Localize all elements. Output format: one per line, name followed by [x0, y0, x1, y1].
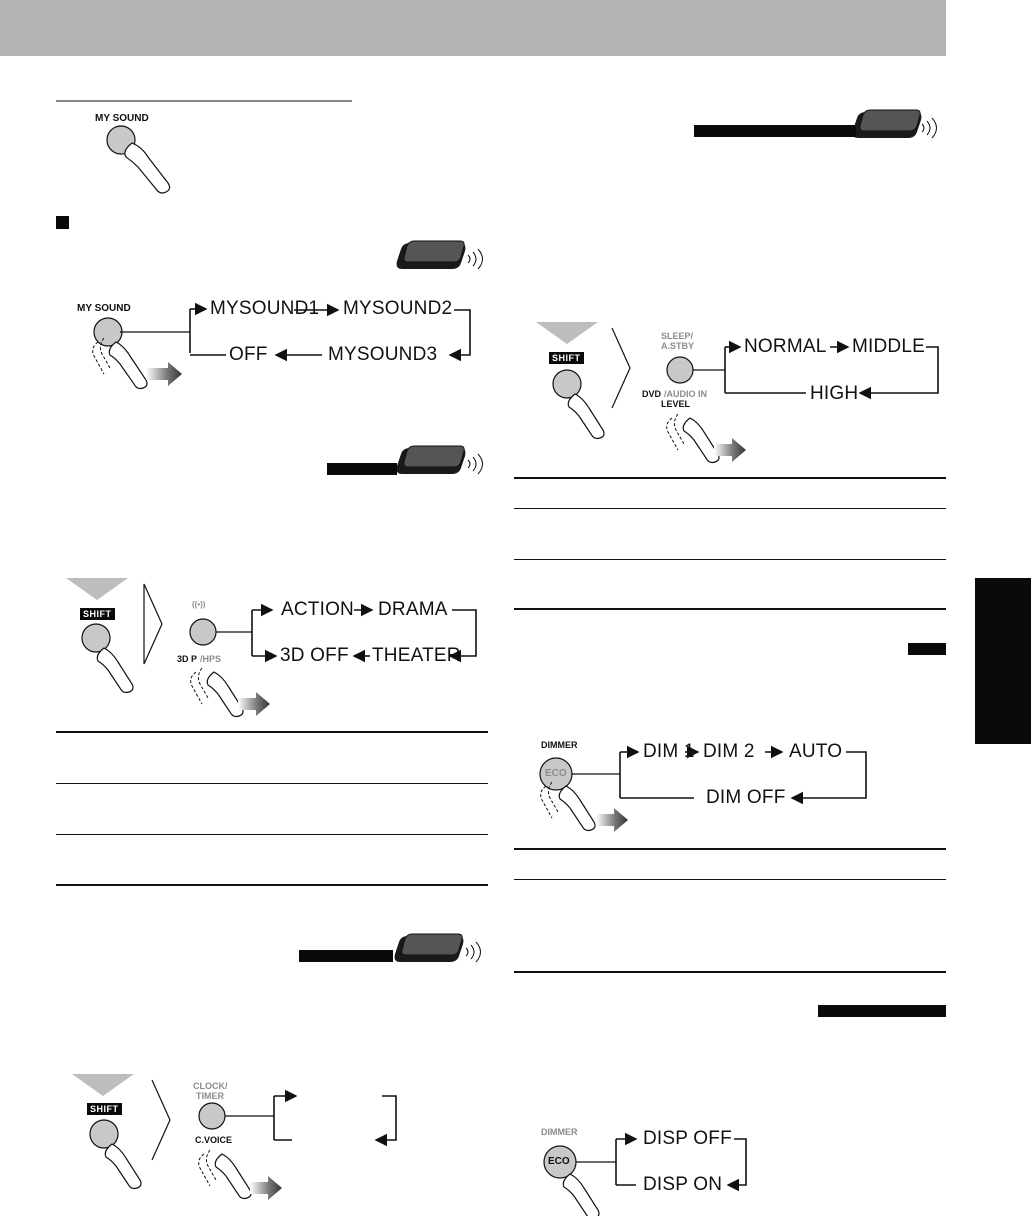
rule: [56, 783, 488, 784]
section-bullet-icon: [56, 216, 69, 229]
timer-label: TIMER: [196, 1091, 224, 1101]
my-sound-label: MY SOUND: [77, 303, 131, 314]
seq-3d-off: 3D OFF: [280, 645, 349, 666]
label-bar-right-mid: [908, 643, 946, 655]
audio-in-label: /AUDIO IN: [664, 389, 708, 399]
seq-dim1: DIM 1: [643, 741, 695, 762]
seq-disp-off: DISP OFF: [643, 1128, 732, 1149]
eco-label: ECO: [545, 768, 567, 779]
seq-dim-off: DIM OFF: [706, 787, 786, 808]
mysound-button-figure: [93, 318, 182, 389]
rule: [514, 477, 946, 479]
remote-icon-left-3: [395, 934, 481, 962]
rule: [514, 848, 946, 850]
my-sound-label: MY SOUND: [95, 113, 149, 124]
remote-icon-left-1: [397, 241, 483, 269]
seq-middle: MIDDLE: [852, 336, 925, 357]
rule: [514, 608, 946, 610]
shift-badge: SHIFT: [80, 608, 115, 620]
rule: [514, 879, 946, 880]
sleep-label: SLEEP/: [661, 331, 694, 341]
seq-theater: THEATER: [372, 645, 461, 666]
rule: [56, 834, 488, 835]
seq-normal: NORMAL: [744, 336, 827, 357]
label-bar-right-bottom: [818, 1005, 946, 1017]
seq-drama: DRAMA: [378, 599, 448, 620]
astby-label: A.STBY: [661, 341, 695, 351]
rule: [56, 884, 488, 886]
eco-label: ECO: [548, 1156, 570, 1167]
rule: [514, 508, 946, 509]
shift-level-figure: [536, 322, 746, 463]
seq-high: HIGH: [810, 383, 859, 404]
label-bar-left-2: [299, 950, 393, 962]
seq-action: ACTION: [281, 599, 354, 620]
seq-auto: AUTO: [789, 741, 843, 762]
seq-disp-on: DISP ON: [643, 1174, 723, 1195]
rule: [56, 731, 488, 733]
surround-icon: ((•)): [192, 600, 206, 609]
rule: [514, 559, 946, 560]
level-label: LEVEL: [661, 399, 691, 409]
clock-label: CLOCK/: [193, 1081, 228, 1091]
seq-mysound2: MYSOUND2: [343, 298, 453, 319]
shift-cvoice-figure: [72, 1074, 282, 1200]
shift-badge: SHIFT: [549, 352, 584, 364]
label-bar-right-top: [694, 125, 856, 137]
shift-3dp-figure: [66, 578, 270, 717]
remote-icon-right-top: [853, 110, 937, 138]
shift-badge: SHIFT: [87, 1103, 122, 1115]
rule: [514, 971, 946, 973]
seq-mysound-off: OFF: [229, 344, 268, 365]
remote-icon-left-2: [397, 446, 483, 474]
seq-mysound3: MYSOUND3: [328, 344, 438, 365]
label-bar-left-1: [327, 463, 397, 475]
cvoice-label: C.VOICE: [195, 1135, 233, 1145]
dvd-label: DVD: [642, 389, 662, 399]
seq-dim2: DIM 2: [703, 741, 755, 762]
my-sound-button-figure: [107, 126, 170, 193]
dimmer-label: DIMMER: [541, 740, 578, 750]
hps-label: /HPS: [200, 654, 222, 664]
3dp-label: 3D P: [177, 654, 198, 664]
dimmer-label: DIMMER: [541, 1127, 578, 1137]
seq-mysound1: MYSOUND1: [210, 298, 320, 319]
